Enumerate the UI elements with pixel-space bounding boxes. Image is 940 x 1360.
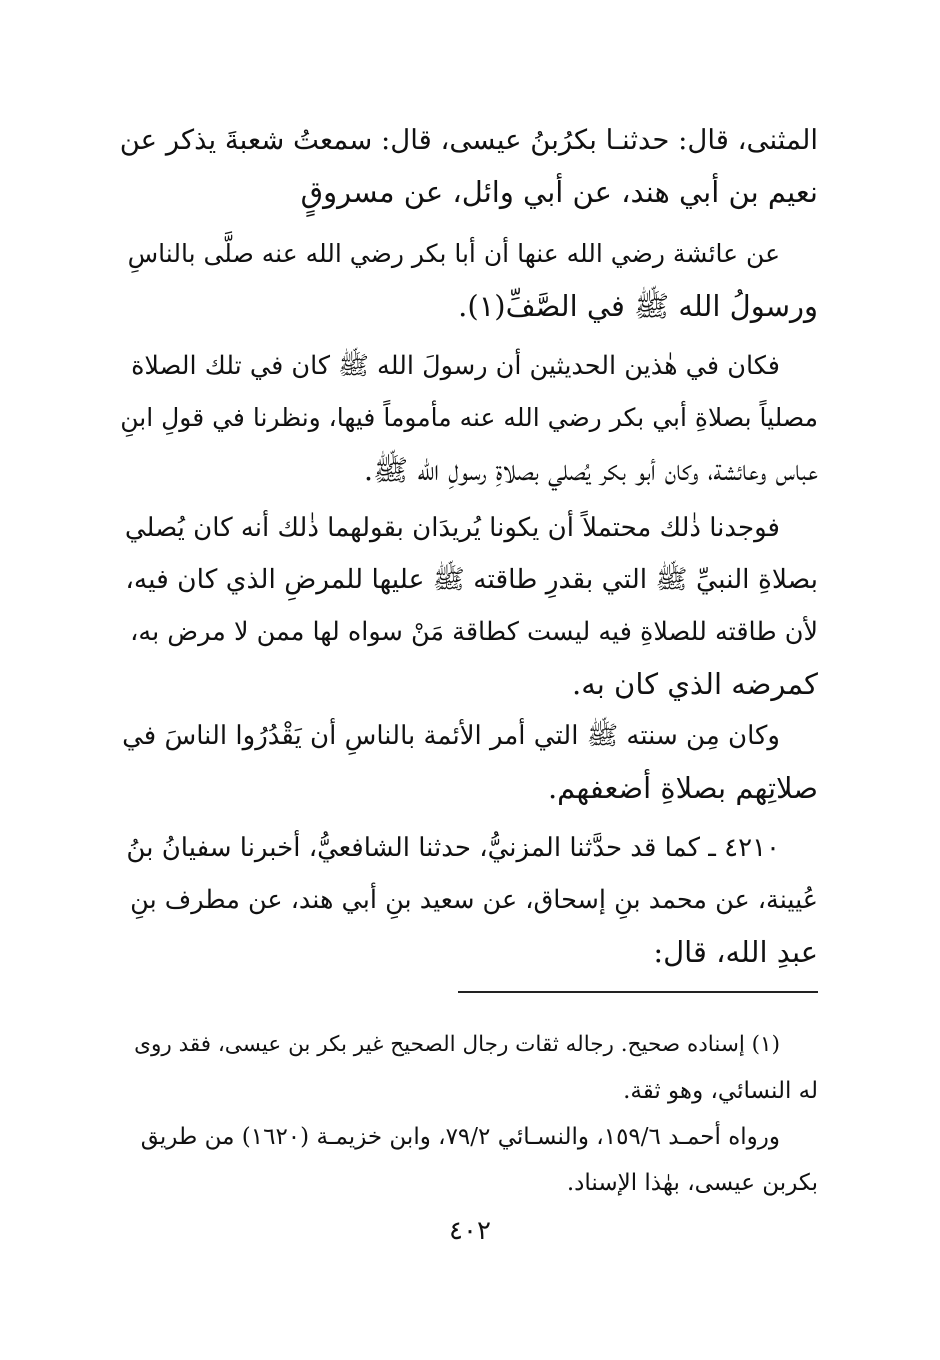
paragraph-commentary-3 bbox=[120, 710, 818, 814]
footnote-separator bbox=[458, 991, 818, 993]
paragraph-hadith-text bbox=[120, 228, 818, 332]
text-line: بصلاةِ النبيِّ ﷺ التي بقدرِ طاقته ﷺ عليها للمرضِ الذي كان فيه، bbox=[125, 564, 818, 595]
text-line: عُيينة، عن محمد بنِ إسحاق، عن سعيد بنِ أبي هند، عن مطرف بنِ bbox=[130, 885, 818, 915]
footnote-line: بكربن عيسى، بهٰذا الإسناد. bbox=[566, 1170, 818, 1196]
text-line: فوجدنا ذٰلك محتملاً أن يكونا يُريدَان بقولهما ذٰلك أنه كان يُصلي bbox=[124, 513, 780, 543]
footnote-line: ورواه أحمـد ١٥٩/٦، والنسـائي ٧٩/٢، وابن خزيمـة (١٦٢٠) من طريق bbox=[140, 1124, 780, 1150]
text-line: ٤٢١٠ ـ كما قد حدَّثنا المزنيُّ، حدثنا الشافعيُّ، أخبرنا سفيانُ بنُ bbox=[126, 833, 780, 863]
text-line: لأن طاقته للصلاةِ فيه ليست كطاقة مَنْ سواه لها ممن لا مرض به، bbox=[130, 617, 818, 647]
text-line: مصلياً بصلاةِ أبي بكر رضي الله عنه مأموماً فيها، ونظرنا في قولِ ابنِ bbox=[120, 403, 818, 432]
page-number: ٤٠٢ bbox=[449, 1216, 491, 1246]
text-line: عباس وعائشة، وكان أبو بكر يُصلي بصلاةِ رسولِ الله ﷺ. bbox=[363, 453, 818, 487]
text-line: نعيم بن أبي هند، عن أبي وائل، عن مسروقٍ bbox=[300, 175, 818, 209]
text-line: صلاتِهم بصلاةِ أضعفهم. bbox=[547, 771, 818, 805]
text-line: عبدِ الله، قال: bbox=[653, 935, 818, 969]
text-line: كمرضه الذي كان به. bbox=[572, 667, 818, 701]
footnote-line: له النسائي، وهو ثقة. bbox=[623, 1078, 818, 1104]
footnote-1 bbox=[120, 1022, 818, 1114]
text-line: ورسولُ الله ﷺ في الصَّفِّ(١). bbox=[458, 289, 818, 323]
text-line: وكان مِن سنته ﷺ التي أمر الأئمة بالناسِ أن يَقْدُرُوا الناسَ في bbox=[122, 721, 780, 751]
text-line: المثنى، قال: حدثنـا بكرُبنُ عيسى، قال: سمعتُ شعبةَ يذكر عن bbox=[119, 124, 818, 156]
footnote-1-continuation bbox=[120, 1114, 818, 1206]
paragraph-commentary-1 bbox=[120, 340, 818, 496]
text-line: عن عائشة رضي الله عنها أن أبا بكر رضي الله عنه صلَّى بالناسِ bbox=[127, 239, 780, 268]
text-line: فكان في هٰذين الحديثين أن رسولَ الله ﷺ كان في تلك الصلاة bbox=[131, 351, 780, 381]
paragraph-isnad-continuation bbox=[120, 114, 818, 218]
paragraph-hadith-4210 bbox=[120, 822, 818, 978]
paragraph-commentary-2 bbox=[120, 502, 818, 710]
footnote-line: (١) إسناده صحيح. رجاله ثقات رجال الصحيح غير بكر بن عيسى، فقد روى bbox=[134, 1032, 780, 1057]
